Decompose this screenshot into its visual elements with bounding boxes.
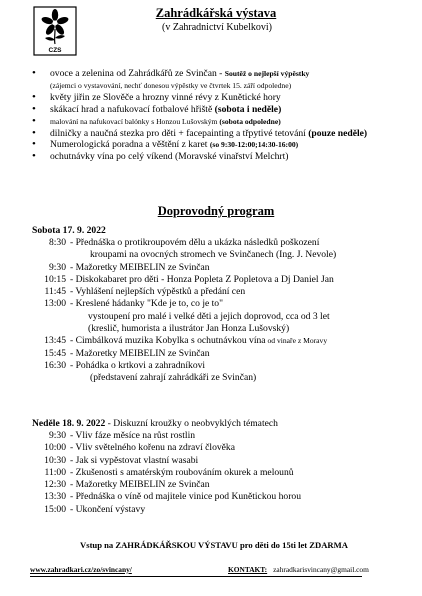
free-entry-note: Vstup na ZAHRÁDKÁŘSKOU VÝSTAVU pro děti do 15ti let ZDARMA <box>80 540 348 550</box>
saturday-program: Sobota 17. 9. 2022 8:30 - Přednáška o protikroupovém dělu a ukázka následků poškození kroupami na ovocných stromech ve Svinčanech (Ing. J. Nevole) 9:30 - Mažoretky MEIBELIN ze Svinčan 10:15 - Diskokabaret pro děti - Honza Popleta Z Popletova a Dj Daniel Jan 11:45 - Vyhlášení nejlepších výpěstků a předání cen 13:00 - Kreslené hádanky "Kde je to, co je to" vystoupení pro malé i velké děti a jejich doprovod, cca od 3 let (kreslič, humorista a ilustrátor Jan Honza Lušovský) 13:45 - Cimbálková muzika Kobylka s ochutnávkou vína od vinaře z Moravy 15:45 - Mažoretky MEIBELIN ze Svinčan 16:30 - Pohádka o krtkovi a zahradníkovi (představení zahrají zahrádkáři ze Svinčan) <box>32 224 417 385</box>
page-subtitle: (v Zahradnictví Kubelkovi) <box>162 22 272 33</box>
day-label: Neděle 18. 9. 2022 <box>32 418 106 429</box>
page-title: Zahrádkářská výstava <box>155 6 277 20</box>
program-row: 13:00 - Kreslené hádanky "Kde je to, co je to" <box>44 298 224 310</box>
day-label: Sobota 17. 9. 2022 <box>32 225 106 236</box>
list-item: • ovoce a zelenina od Zahrádkářů ze Svinčan - Soutěž o nejlepší výpěstky (zájemci o vystavování, nechť donesou výpěstky ve čtvrtek 15. září odpoledne) <box>30 68 415 92</box>
program-row: 16:30 - Pohádka o krtkovi a zahradníkovi <box>44 359 206 371</box>
page-header <box>0 6 422 33</box>
program-row: 15:00 - Ukončení výstavy <box>44 503 146 515</box>
list-item: • malování na nafukovací balónky s Honzou Lušovským (sobota odpoledne) <box>30 116 415 128</box>
footer-divider <box>30 576 362 577</box>
footer <box>30 565 400 574</box>
contact-email[interactable]: zahradkarisvincany@gmail.com <box>273 565 369 574</box>
feature-list <box>30 68 415 163</box>
program-row: 11:45 - Vyhlášení nejlepších výpěstků a předání cen <box>44 286 246 298</box>
logo-text: CZS <box>48 47 62 54</box>
program-row: 9:30 - Vliv fáze měsíce na růst rostlin <box>48 430 196 441</box>
program-row: 10:30 - Jak si vypěstovat vlastní wasabi <box>44 454 199 466</box>
program-row: 11:00 - Zkušenosti s amatérským roubováním okurek a melounů <box>44 466 294 478</box>
program-row: 9:30 - Mažoretky MEIBELIN ze Svinčan <box>48 261 210 273</box>
contact-label: KONTAKT: <box>228 565 268 574</box>
program-row: 15:45 - Mažoretky MEIBELIN ze Svinčan <box>44 347 210 359</box>
program-row: 10:15 - Diskokabaret pro děti - Honza Popleta Z Popletova a Dj Daniel Jan <box>44 273 334 285</box>
program-row: 13:30 - Přednáška o víně od majitele vinice pod Kunětickou horou <box>44 491 301 503</box>
program-row: 13:45 - Cimbálková muzika Kobylka s ochutnávkou vína od vinaře z Moravy <box>44 335 328 347</box>
program-row: 10:00 - Vliv světelného kořenu na zdraví člověka <box>44 442 235 454</box>
list-item: • květy jiřin ze Slověče a hrozny vinné révy z Kunětické hory <box>30 92 415 104</box>
program-row: 12:30 - Mažoretky MEIBELIN ze Svinčan <box>44 479 210 491</box>
program-row: 8:30 - Přednáška o protikroupovém dělu a ukázka následků poškození <box>48 237 320 248</box>
list-item: • dilničky a naučná stezka pro děti + facepainting a třpytivé tetování (pouze neděle) <box>30 128 415 140</box>
sunday-program: Neděle 18. 9. 2022 - Diskuzní kroužky o neobvyklých tématech 9:30 - Vliv fáze měsíce na růst rostlin 10:00 - Vliv světelného kořenu na zdraví člověka 10:30 - Jak si vypěstovat vlastní wasabi 11:00 - Zkušenosti s amatérským roubováním okurek a melounů 12:30 - Mažoretky MEIBELIN ze Svinčan 13:30 - Přednáška o víně od majitele vinice pod Kunětickou horou 15:00 - Ukončení výstavy <box>32 417 417 516</box>
website-link[interactable]: www.zahradkari.cz/zo/svincany/ <box>30 565 132 574</box>
list-item: • skákací hrad a nafukovací fotbalové hřiště (sobota i neděle) <box>30 104 415 116</box>
list-item: • Numerologická poradna a věštění z karet (so 9:30-12:00;14:30-16:00) <box>30 139 415 151</box>
program-title: Doprovodný program <box>157 204 275 218</box>
list-item: • ochutnávky vína po celý víkend (Moravské vinařství Melchrt) <box>30 151 415 163</box>
